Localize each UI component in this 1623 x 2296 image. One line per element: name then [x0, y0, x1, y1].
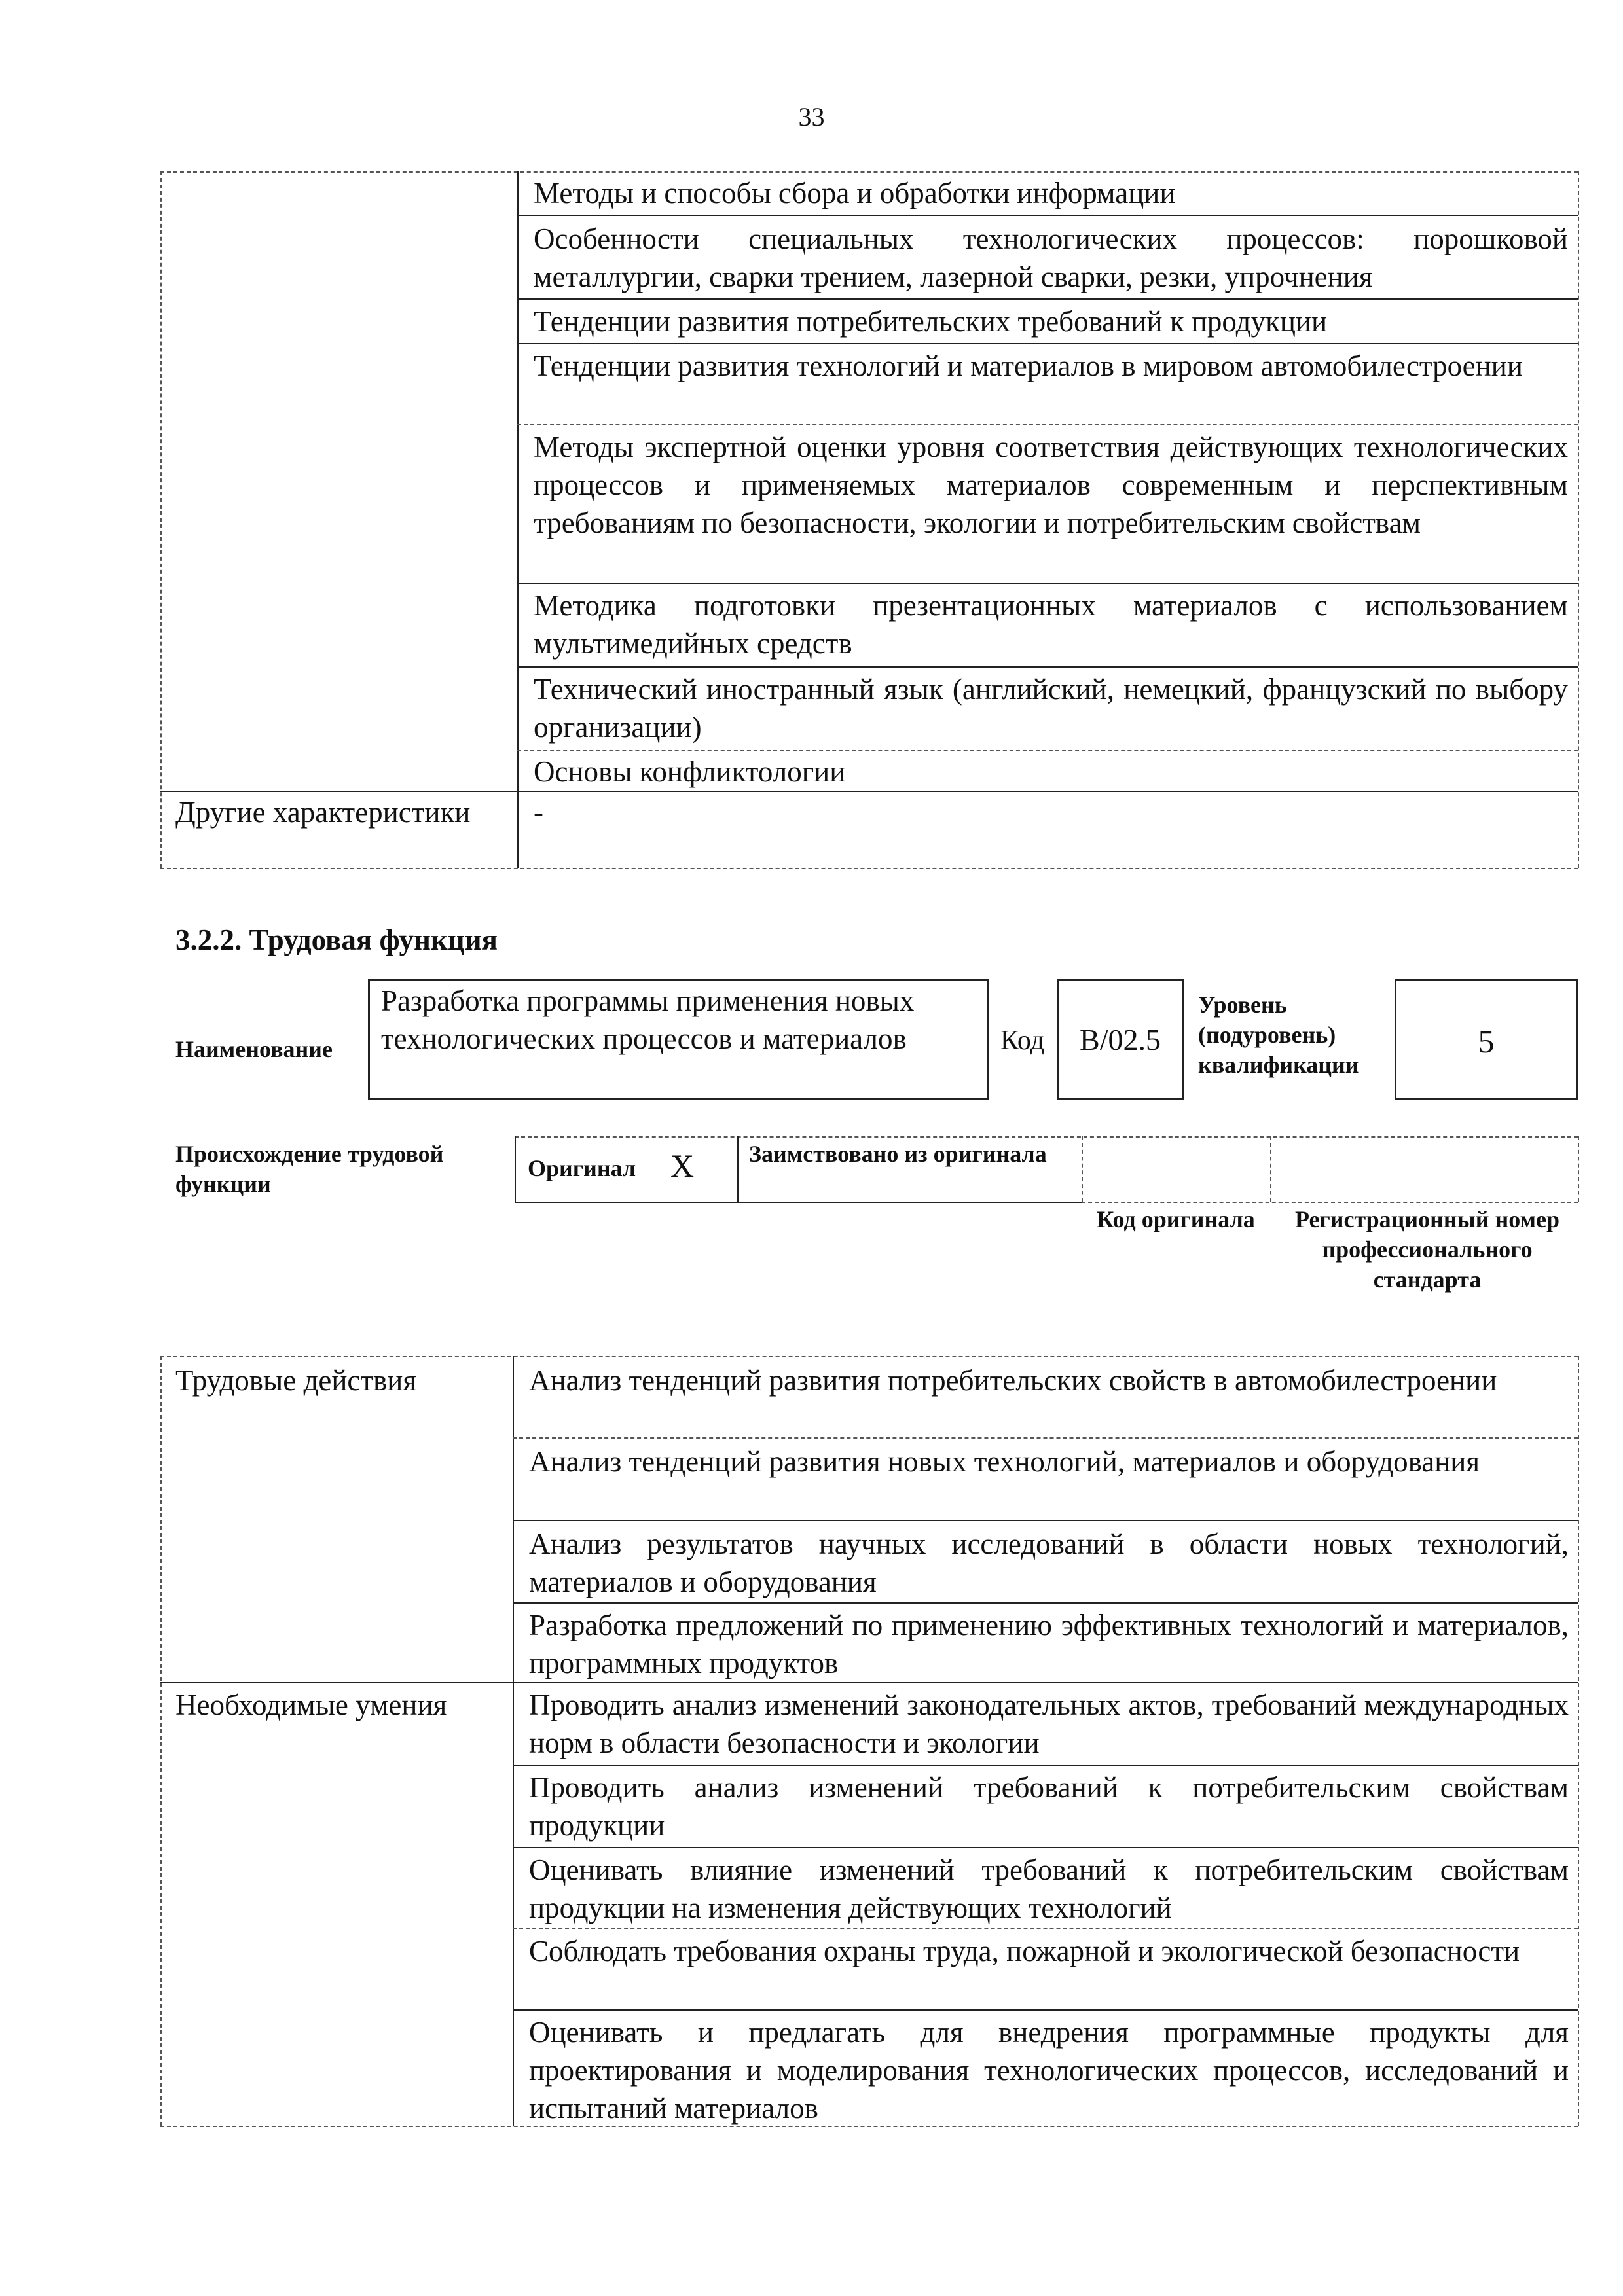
borrowed-label: Заимствовано из оригинала — [749, 1141, 1047, 1167]
registration-number-caption: Регистрационный номер профессионального стандарта — [1294, 1206, 1560, 1293]
row-separator — [517, 583, 1578, 584]
knowledge-item: Особенности специальных технологических процессов: порошковой металлургии, сварки трением, лазерной сварки, резки, упрочнения — [534, 223, 1568, 293]
knowledge-item: Тенденции развития потребительских требований к продукции — [534, 305, 1328, 338]
code-original-caption: Код оригинала — [1097, 1206, 1255, 1232]
knowledge-item: Технический иностранный язык (английский, немецкий, французский по выбору организации) — [534, 673, 1568, 744]
knowledge-item: Методы экспертной оценки уровня соответствия действующих технологических процессов и применяемых материалов современным и перспективным требованиям по безопасности, экологии и потребительским свойствам — [534, 431, 1568, 539]
origin-divider — [1082, 1136, 1083, 1202]
row-separator — [513, 1602, 1578, 1604]
table1-column-divider — [517, 171, 519, 868]
knowledge-item: Методы и способы сбора и обработки информации — [534, 177, 1176, 209]
skill-item: Оценивать и предлагать для внедрения программные продукты для проектирования и моделирования технологических процессов, исследований и испытаний материалов — [529, 2016, 1569, 2125]
labor-action-item: Анализ тенденций развития новых технологий, материалов и оборудования — [529, 1445, 1480, 1478]
origin-bottom-border — [515, 1202, 1082, 1203]
function-name-value: Разработка программы применения новых технологических процессов и материалов — [381, 984, 915, 1055]
origin-divider — [515, 1136, 516, 1202]
origin-divider — [1270, 1136, 1271, 1202]
skill-item: Соблюдать требования охраны труда, пожарной и экологической безопасности — [529, 1935, 1520, 1967]
labor-actions-label: Трудовые действия — [175, 1364, 417, 1397]
row-separator — [513, 1520, 1578, 1521]
row-separator — [517, 666, 1578, 668]
row-separator — [513, 1928, 1578, 1929]
knowledge-item: Основы конфликтологии — [534, 755, 846, 788]
row-separator — [513, 1847, 1578, 1848]
other-characteristics-label: Другие характеристики — [175, 796, 471, 829]
row-separator — [517, 750, 1578, 751]
skill-item: Проводить анализ изменений требований к потребительским свойствам продукции — [529, 1771, 1569, 1842]
table2-top-border — [160, 1356, 1578, 1357]
origin-divider — [1578, 1136, 1579, 1202]
origin-bottom-border-right — [1082, 1202, 1578, 1203]
knowledge-item: Тенденции развития технологий и материалов в мировом автомобилестроении — [534, 350, 1523, 382]
table1-right-border — [1578, 171, 1579, 868]
qualification-level-label: Уровень (подуровень) квалификации — [1198, 992, 1359, 1078]
skill-item: Оценивать влияние изменений требований к потребительским свойствам продукции на изменения действующих технологий — [529, 1854, 1569, 1924]
origin-label: Происхождение трудовой функции — [175, 1141, 444, 1197]
labor-action-item: Анализ тенденций развития потребительских свойств в автомобилестроении — [529, 1364, 1497, 1397]
origin-top-border — [515, 1136, 1578, 1138]
row-separator — [517, 215, 1578, 216]
origin-divider — [737, 1136, 739, 1202]
section-title: 3.2.2. Трудовая функция — [175, 924, 498, 956]
original-label: Оригинал — [528, 1155, 636, 1181]
original-mark: X — [670, 1147, 695, 1184]
table2-left-border — [160, 1356, 162, 2126]
code-label: Код — [1000, 1026, 1045, 1056]
row-separator — [160, 791, 1578, 792]
table1-left-border — [160, 171, 162, 868]
table2-right-border — [1578, 1356, 1579, 2126]
row-separator — [160, 1682, 1578, 1683]
row-separator — [513, 2009, 1578, 2011]
table1-top-border — [160, 171, 1578, 173]
row-separator — [513, 1765, 1578, 1766]
row-separator — [513, 1437, 1578, 1439]
row-separator — [517, 424, 1578, 425]
labor-action-item: Анализ результатов научных исследований в области новых технологий, материалов и оборудования — [529, 1528, 1569, 1598]
knowledge-item: Методика подготовки презентационных материалов с использованием мультимедийных средств — [534, 589, 1568, 660]
other-characteristics-value: - — [534, 796, 543, 829]
labor-action-item: Разработка предложений по применению эффективных технологий и материалов, программных продуктов — [529, 1609, 1569, 1679]
function-code-value: В/02.5 — [1080, 1023, 1161, 1056]
page-number: 33 — [798, 102, 825, 132]
name-label: Наименование — [175, 1036, 333, 1062]
row-separator — [517, 298, 1578, 300]
table1-bottom-border — [160, 868, 1578, 869]
required-skills-label: Необходимые умения — [175, 1689, 447, 1721]
row-separator — [517, 343, 1578, 344]
qualification-level-value: 5 — [1478, 1023, 1495, 1060]
skill-item: Проводить анализ изменений законодательных актов, требований международных норм в области безопасности и экологии — [529, 1689, 1569, 1759]
